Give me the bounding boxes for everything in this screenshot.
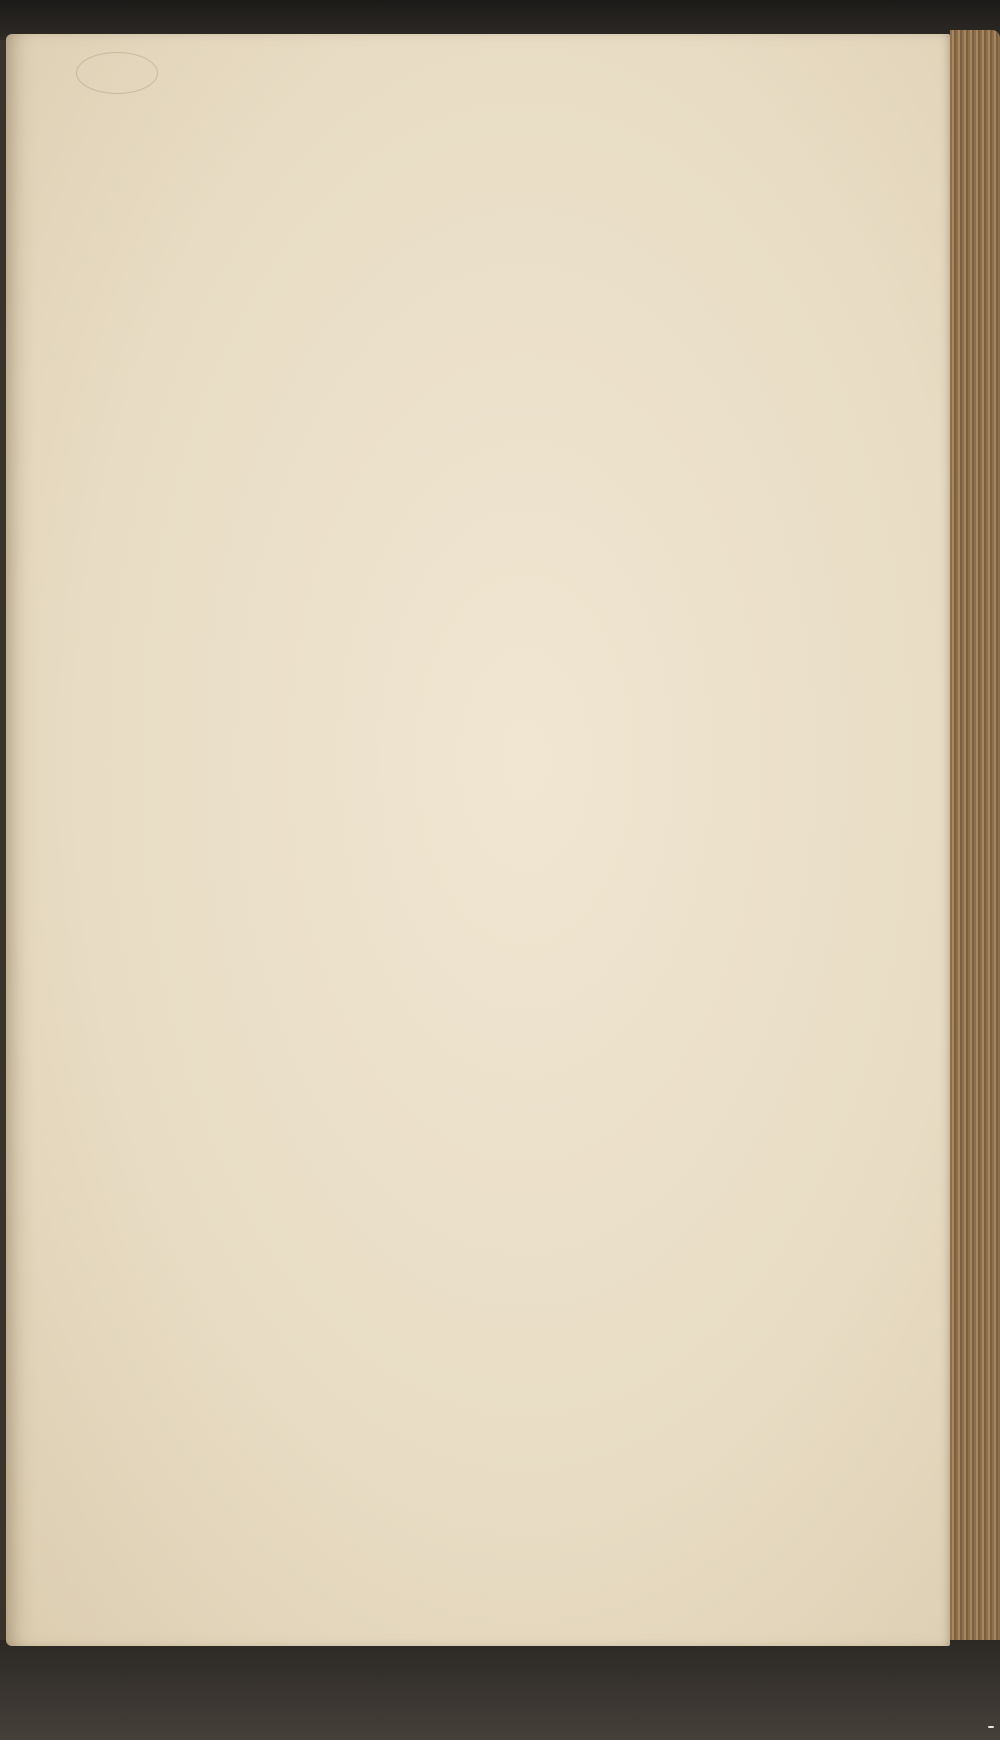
scan-bottom-border: [0, 1640, 1000, 1740]
running-header: [28, 134, 748, 166]
book-page-edges: [950, 30, 1000, 1680]
page-text-block: [28, 134, 748, 176]
dfg-logo: [988, 1726, 994, 1728]
digitization-footer: [982, 1716, 994, 1738]
paper-hole-mark: [76, 52, 158, 94]
book-page: [6, 34, 950, 1646]
page-paragraphs: [28, 170, 748, 174]
section-heading: [28, 172, 748, 174]
